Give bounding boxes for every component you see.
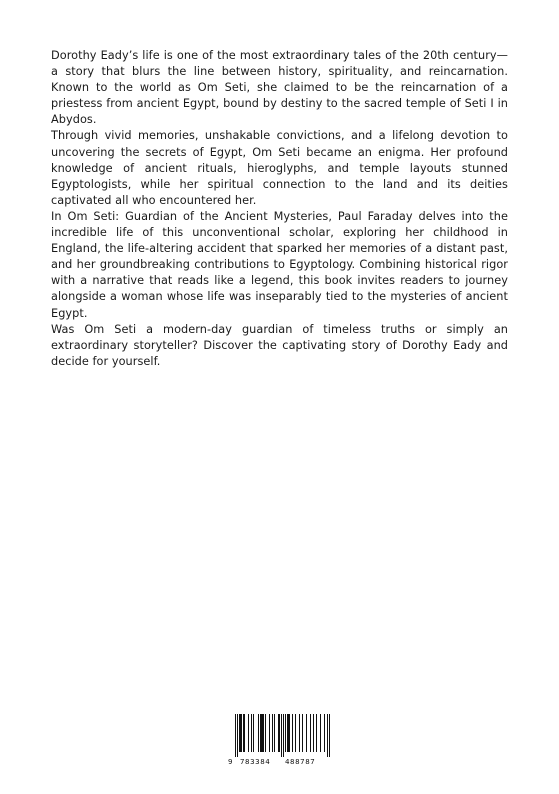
barcode-bar <box>263 714 264 752</box>
barcode-bar <box>289 714 290 752</box>
barcode-first-digit: 9 <box>228 757 233 766</box>
barcode-bar <box>327 714 328 757</box>
barcode-bar <box>272 714 273 752</box>
barcode-bar <box>260 714 261 752</box>
blurb-paragraph-1: Dorothy Eady’s life is one of the most extraordinary tales of the 20th century—a story that blurs the line between history, spirituality, and reincarnation. Known to the world as Om Seti, she claimed to be the reincarnation of a priestess from ancient Egypt, bound by destiny to the sacred temple of Seti I in Abydos. <box>51 49 508 127</box>
barcode-bar <box>329 714 330 757</box>
isbn-barcode <box>227 713 331 769</box>
barcode-bar <box>239 714 240 752</box>
barcode-left-group: 783384 <box>240 757 271 766</box>
blurb-paragraph-4: Was Om Seti a modern-day guardian of timeless truths or simply an extraordinary storyteller? Discover the captivating story of Dorothy Eady and decide for yourself. <box>51 322 508 368</box>
barcode-bar <box>292 714 293 752</box>
barcode-bar <box>313 714 314 752</box>
barcode-bar <box>288 714 289 752</box>
barcode-bar <box>306 714 307 752</box>
barcode-bar <box>262 714 263 752</box>
barcode-bar <box>285 714 286 752</box>
barcode-bar <box>274 714 275 752</box>
blurb-text <box>51 48 508 370</box>
barcode-bar <box>240 714 241 752</box>
barcode-bar <box>295 714 296 752</box>
barcode-bar <box>235 714 236 757</box>
barcode-bar <box>269 714 270 752</box>
barcode-bar <box>265 714 266 752</box>
barcode-bar <box>281 714 282 757</box>
barcode-bar <box>299 714 300 752</box>
blurb-paragraph-2: Through vivid memories, unshakable convictions, and a lifelong devotion to uncovering the secrets of Egypt, Om Seti became an enigma. Her profound knowledge of ancient rituals, hieroglyphs, and temple layouts stunned Egyptologists, while her spiritual connection to the land and its deities captivated all who encountered her. <box>51 129 508 207</box>
barcode-bar <box>302 714 303 752</box>
barcode-right-group: 488787 <box>285 757 316 766</box>
barcode-bar <box>243 714 244 752</box>
barcode-bar <box>283 714 284 757</box>
barcode-bar <box>258 714 259 752</box>
barcode-bar <box>316 714 317 752</box>
barcode-bar <box>237 714 238 757</box>
barcode-bar <box>279 714 280 752</box>
barcode-bar <box>310 714 311 752</box>
barcode-bar <box>261 714 262 752</box>
barcode-bar <box>287 714 288 752</box>
blurb-paragraph-3: In Om Seti: Guardian of the Ancient Mysteries, Paul Faraday delves into the incredible life of this unconventional scholar, exploring her childhood in England, the life-altering accident that sparked her memories of a distant past, and her groundbreaking contributions to Egyptology. Combining historical rigor with a narrative that reads like a legend, this book invites readers to journey alongside a woman whose life was inseparably tied to the mysteries of ancient Egypt. <box>51 209 508 320</box>
barcode-bar <box>278 714 279 752</box>
barcode-bar <box>324 714 325 752</box>
barcode-bar <box>253 714 254 752</box>
barcode-bar <box>241 714 242 752</box>
barcode-bar <box>320 714 321 752</box>
barcode-bar <box>244 714 245 752</box>
barcode-bar <box>248 714 249 752</box>
barcode-digits <box>227 756 331 768</box>
barcode-bars <box>227 713 331 757</box>
barcode-bar <box>251 714 252 752</box>
